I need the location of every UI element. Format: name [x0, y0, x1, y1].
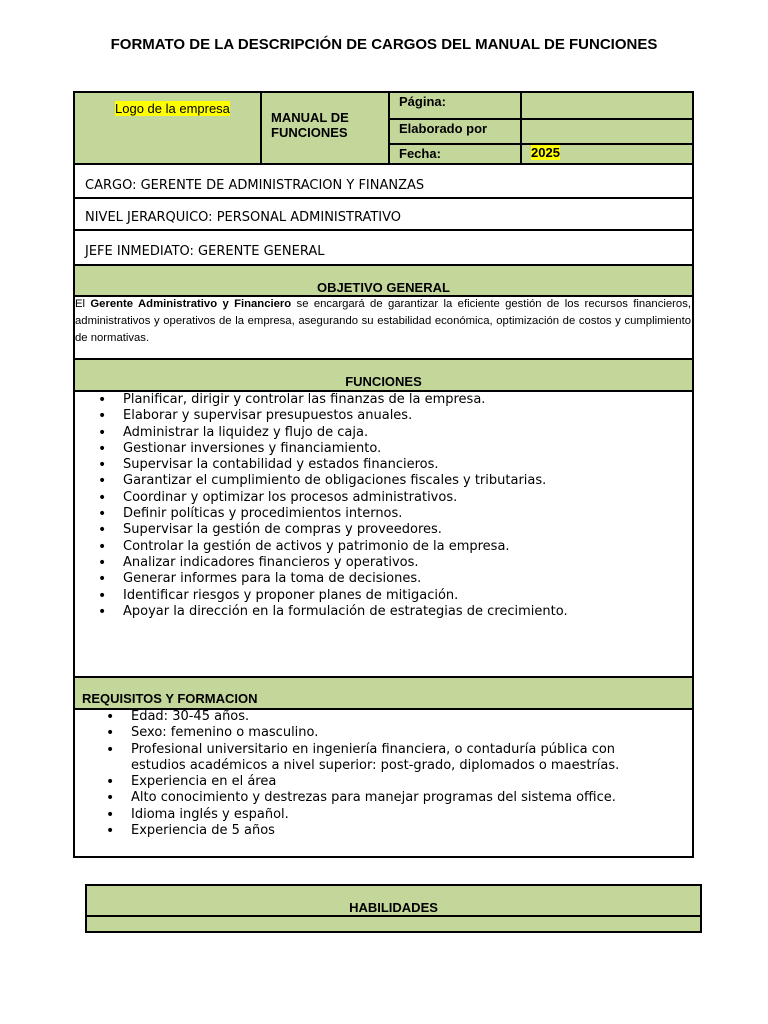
page-row	[390, 93, 692, 120]
list-item: • Controlar la gestión de activos y patrimonio de la empresa.	[75, 539, 690, 555]
document-title: FORMATO DE LA DESCRIPCIÓN DE CARGOS DEL MANUAL DE FUNCIONES	[110, 36, 658, 53]
list-item: • Coordinar y optimizar los procesos administrativos.	[75, 490, 690, 506]
list-item: • Edad: 30-45 años.	[75, 709, 665, 725]
manual-title-line2: FUNCIONES	[271, 125, 348, 140]
page-label: Página:	[390, 93, 522, 118]
manual-cell	[262, 93, 390, 163]
list-item: • Definir políticas y procedimientos internos.	[75, 506, 690, 522]
manual-title-line1: MANUAL DE	[271, 110, 349, 125]
prepared-label: Elaborado por	[390, 120, 522, 143]
cargo-field: CARGO: GERENTE DE ADMINISTRACION Y FINANZAS	[73, 165, 694, 199]
objective-body: se encargará de garantizar la eficiente gestión de los recursos financieros, administrativos y operativos de la empresa, asegurando su estabilidad económica, optimización de costos y cumplimiento de normativas.	[75, 298, 691, 344]
prepared-row	[390, 120, 692, 145]
list-item: • Apoyar la dirección en la formulación de estrategias de crecimiento.	[75, 604, 690, 620]
date-row	[390, 145, 692, 163]
objective-role: Gerente Administrativo y Financiero	[90, 298, 292, 310]
list-item: • Supervisar la contabilidad y estados financieros.	[75, 457, 690, 473]
list-item: • Experiencia en el área	[75, 774, 665, 790]
list-item: • Planificar, dirigir y controlar las finanzas de la empresa.	[75, 392, 690, 408]
header-meta	[390, 93, 692, 163]
date-value-cell	[522, 145, 692, 163]
objective-prefix: El	[75, 298, 91, 310]
requirements-list	[75, 709, 665, 839]
list-item: • Supervisar la gestión de compras y proveedores.	[75, 522, 690, 538]
list-item: • Analizar indicadores financieros y operativos.	[75, 555, 690, 571]
skills-heading: HABILIDADES	[87, 886, 700, 917]
list-item: • Generar informes para la toma de decisiones.	[75, 571, 690, 587]
prepared-value	[522, 120, 692, 143]
list-item: • Elaborar y supervisar presupuestos anuales.	[75, 408, 690, 424]
list-item: • Sexo: femenino o masculino.	[75, 725, 665, 741]
objective-heading: OBJETIVO GENERAL	[73, 266, 694, 297]
logo-cell	[75, 93, 262, 163]
date-label: Fecha:	[390, 145, 522, 163]
objective-text	[75, 296, 691, 347]
header-table	[73, 91, 694, 165]
functions-list	[75, 392, 690, 620]
logo-placeholder: Logo de la empresa	[115, 101, 230, 116]
skills-box	[85, 884, 702, 933]
list-item: • Profesional universitario en ingeniería financiera, o contaduría pública con estudios académicos a nivel superior: post-grado, diplomados o maestrías.	[75, 742, 665, 775]
date-value: 2025	[531, 145, 560, 160]
list-item: • Idioma inglés y español.	[75, 807, 665, 823]
list-item: • Garantizar el cumplimiento de obligaciones fiscales y tributarias.	[75, 473, 690, 489]
list-item: • Alto conocimiento y destrezas para manejar programas del sistema office.	[75, 790, 665, 806]
list-item: • Experiencia de 5 años	[75, 823, 665, 839]
requirements-heading: REQUISITOS Y FORMACION	[73, 678, 694, 710]
list-item: • Gestionar inversiones y financiamiento.	[75, 441, 690, 457]
list-item: • Identificar riesgos y proponer planes de mitigación.	[75, 588, 690, 604]
functions-heading: FUNCIONES	[73, 360, 694, 392]
jefe-field: JEFE INMEDIATO: GERENTE GENERAL	[73, 231, 694, 266]
page-value	[522, 93, 692, 118]
nivel-field: NIVEL JERARQUICO: PERSONAL ADMINISTRATIVO	[73, 199, 694, 231]
list-item: • Administrar la liquidez y flujo de caja.	[75, 425, 690, 441]
